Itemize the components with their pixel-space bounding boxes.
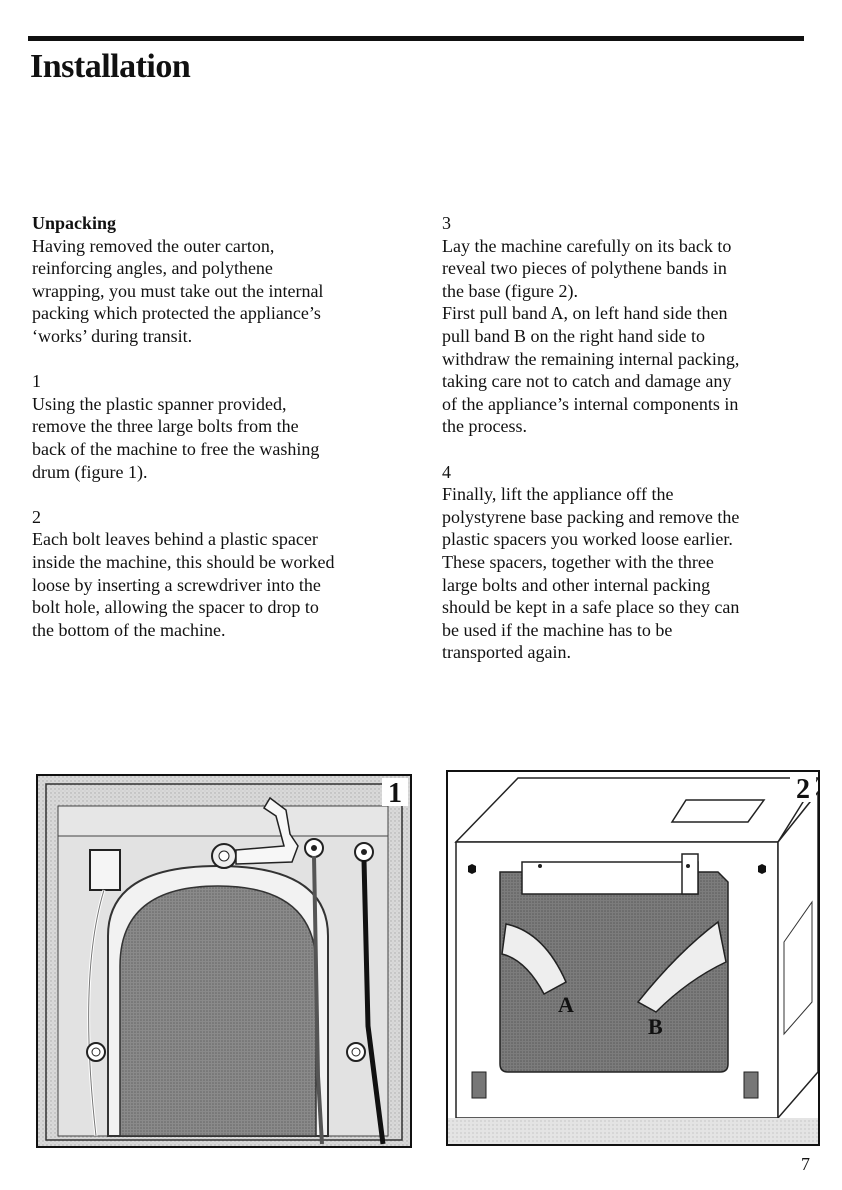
intro-line: Having removed the outer carton,: [32, 235, 275, 256]
figure-2-machine-base: [446, 770, 820, 1146]
step4-line: Finally, lift the appliance off the: [442, 484, 674, 505]
step3-line: the process.: [442, 416, 527, 437]
figure-2-illustration: [448, 772, 818, 1144]
step3-line: Lay the machine carefully on its back to: [442, 235, 732, 256]
figure-2-number: 2: [796, 774, 810, 805]
step-number-1: 1: [32, 371, 41, 392]
section-heading-unpacking: Unpacking: [32, 213, 117, 233]
figure-1-number: 1: [388, 778, 402, 809]
intro-line: packing which protected the appliance’s: [32, 303, 321, 324]
intro-line: reinforcing angles, and polythene: [32, 258, 273, 279]
step4-line: These spacers, together with the three: [442, 551, 714, 572]
step2-line: Each bolt leaves behind a plastic spacer: [32, 529, 318, 550]
step4-line: transported again.: [442, 642, 571, 663]
figure-1-machine-back: [36, 774, 412, 1148]
step3-line: pull band B on the right hand side to: [442, 325, 705, 346]
step3-line: taking care not to catch and damage any: [442, 371, 732, 392]
step2-line: inside the machine, this should be worked: [32, 551, 335, 572]
step2-line: bolt hole, allowing the spacer to drop to: [32, 597, 319, 618]
step3-line: First pull band A, on left hand side then: [442, 303, 728, 324]
step2-line: the bottom of the machine.: [32, 619, 226, 640]
page-title: Installation: [30, 48, 191, 85]
band-b-label: B: [648, 1014, 663, 1039]
band-a-label: A: [558, 992, 574, 1017]
step-number-4: 4: [442, 461, 451, 482]
step4-line: be used if the machine has to be: [442, 619, 673, 640]
page-number: 7: [801, 1154, 810, 1174]
step3-line: of the appliance’s internal components in: [442, 393, 739, 414]
step3-line: reveal two pieces of polythene bands in: [442, 258, 727, 279]
left-column: [32, 212, 412, 641]
step1-line: drum (figure 1).: [32, 461, 148, 482]
step4-line: polystyrene base packing and remove the: [442, 506, 740, 527]
step1-line: back of the machine to free the washing: [32, 438, 320, 459]
intro-line: ‘works’ during transit.: [32, 325, 193, 346]
figure-1-illustration: [38, 776, 410, 1146]
intro-line: wrapping, you must take out the internal: [32, 280, 324, 301]
step4-line: should be kept in a safe place so they can: [442, 597, 740, 618]
right-column: [442, 212, 827, 664]
step2-line: loose by inserting a screwdriver into the: [32, 574, 321, 595]
step4-line: plastic spacers you worked loose earlier.: [442, 529, 733, 550]
step1-line: remove the three large bolts from the: [32, 416, 299, 437]
header-rule: [28, 36, 804, 41]
step4-line: large bolts and other internal packing: [442, 574, 711, 595]
step-number-2: 2: [32, 506, 41, 527]
step3-line: withdraw the remaining internal packing,: [442, 348, 740, 369]
step-number-3: 3: [442, 213, 451, 233]
step1-line: Using the plastic spanner provided,: [32, 393, 287, 414]
step3-line: the base (figure 2).: [442, 280, 578, 301]
